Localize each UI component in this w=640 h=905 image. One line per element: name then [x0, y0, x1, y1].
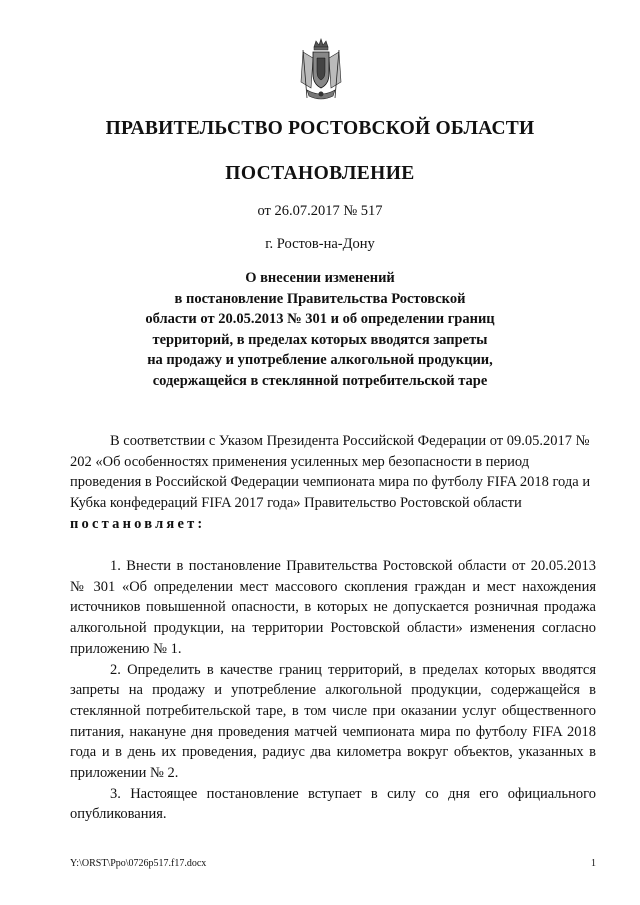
heading-line: содержащейся в стеклянной потребительской таре	[152, 372, 488, 389]
preamble-paragraph	[70, 431, 596, 535]
footer-page-number: 1	[591, 858, 596, 869]
heading-line: в постановление Правительства Ростовской	[174, 290, 466, 307]
document-heading	[110, 268, 530, 392]
decree-item: 1. Внести в постановление Правительства Ростовской области от 20.05.2013 № 301 «Об определении мест массового скопления граждан и мест нахождения источников повышенной опасности, в которых не допускается розничная продажа алкогольной продукции, на территории Ростовской области» изменения согласно приложению № 1.	[70, 558, 596, 657]
decree-items	[70, 556, 596, 825]
document-type: ПОСТАНОВЛЕНИЕ	[225, 163, 415, 184]
footer-file-path: Y:\ORST\Ppo\0726p517.f17.docx	[70, 858, 207, 869]
heading-line: территорий, в пределах которых вводятся запреты	[152, 331, 488, 348]
document-date-number: от 26.07.2017 № 517	[257, 203, 383, 219]
heading-line: области от 20.05.2013 № 301 и об определении границ	[145, 311, 495, 328]
decree-word: постановляет:	[70, 515, 206, 532]
preamble-text: В соответствии с Указом Президента Российской Федерации от 09.05.2017 № 202 «Об особенностях применения усиленных мер безопасности в период проведения в Российской Федерации чемпионата мира по футболу FIFA 2018 года и Кубка конфедераций FIFA 2017 года» Правительство Ростовской области	[70, 433, 591, 512]
heading-line: на продажу и употребление алкогольной продукции,	[147, 352, 493, 369]
heading-line: О внесении изменений	[245, 270, 395, 286]
decree-item: 3. Настоящее постановление вступает в силу со дня его официального опубликования.	[70, 785, 596, 823]
rostov-oblast-coat-of-arms-icon	[297, 38, 345, 102]
decree-item: 2. Определить в качестве границ территорий, в пределах которых вводятся запреты на продажу и употребление алкогольной продукции, содержащейся в стеклянной потребительской таре, в том числе при оказании услуг общественного питания, накануне дня проведения матчей чемпионата мира по футболу FIFA 2018 года и в день их проведения, радиус два километра вокруг объектов, указанных в приложении № 2.	[70, 661, 596, 782]
document-city: г. Ростов-на-Дону	[265, 236, 375, 252]
government-title: ПРАВИТЕЛЬСТВО РОСТОВСКОЙ ОБЛАСТИ	[105, 118, 535, 139]
